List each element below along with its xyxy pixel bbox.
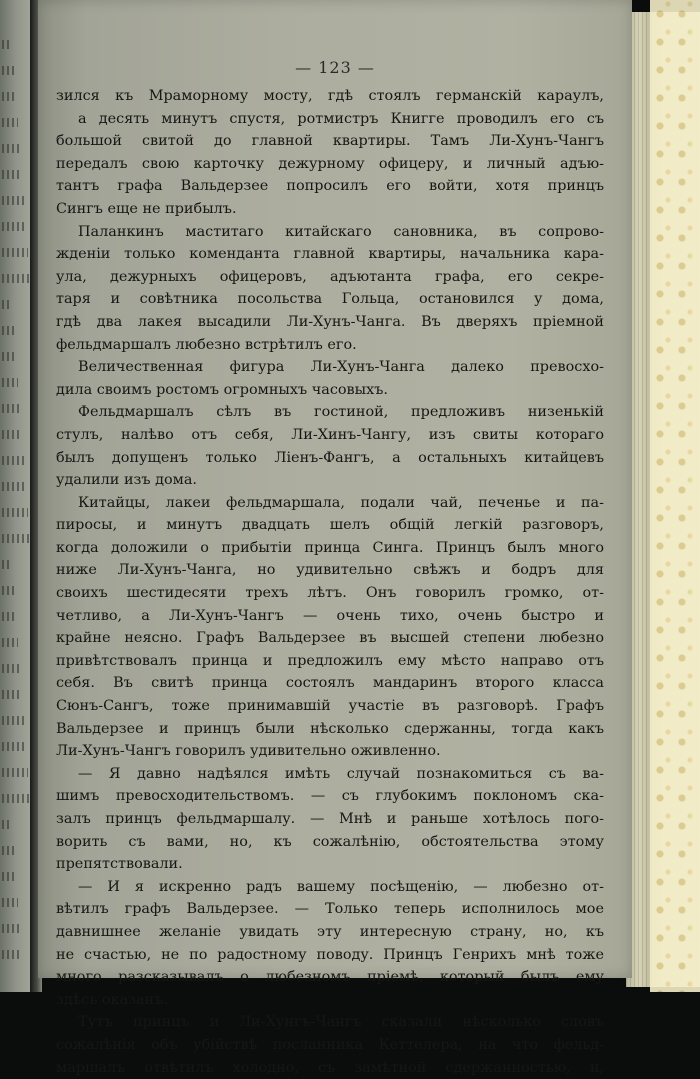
left-page-text-fragment bbox=[2, 768, 28, 777]
text-line: когда доложили о прибытіи принца Синга. Принцъ былъ много bbox=[56, 539, 604, 556]
text-line: давнишнее желаніе увидать эту интересную страну, но, къ bbox=[56, 923, 604, 940]
text-line: тантъ графа Вальдерзее попросилъ его войти, хотя принцъ bbox=[56, 178, 604, 195]
book-page bbox=[38, 0, 632, 1076]
text-line: крайне неясно. Графъ Вальдерзее въ высшей степени любезно bbox=[56, 630, 604, 647]
text-line: Вальдерзее и принцъ были нѣсколько сдержанны, тогда какъ bbox=[56, 720, 604, 737]
left-page-text-fragment bbox=[2, 144, 20, 153]
left-page-text-fragment bbox=[2, 378, 18, 387]
text-line: Тутъ принцъ и Ли-Хунгъ-Чангъ сказали нѣсколько словъ bbox=[78, 1014, 604, 1031]
text-line: залъ принцъ фельдмаршалу. — Мнѣ и раньше хотѣлось пого- bbox=[56, 811, 604, 827]
left-page-text-fragment bbox=[2, 222, 26, 231]
left-page-text-fragment bbox=[2, 924, 20, 933]
left-page-text-fragment bbox=[2, 92, 16, 101]
left-page-text-fragment bbox=[2, 872, 16, 881]
left-page-text-fragment bbox=[2, 742, 26, 751]
left-page-text-fragment bbox=[2, 508, 28, 517]
left-page-text-fragment bbox=[2, 430, 22, 439]
text-line: себя. Въ свитѣ принца состоялъ мандаринъ второго класса bbox=[56, 675, 604, 692]
left-page-text-fragment bbox=[2, 300, 12, 309]
left-page-text-fragment bbox=[2, 794, 30, 803]
left-page-text-fragment bbox=[2, 690, 22, 699]
text-line: пиросы, и минутъ двадцать шелъ общій легкій разговоръ, bbox=[56, 517, 604, 534]
text-line: большой свитой до главной квартиры. Тамъ Ли-Хунъ-Чангъ bbox=[56, 133, 604, 150]
left-page-text-fragment bbox=[2, 586, 14, 595]
text-line: много разсказывалъ о любезномъ пріемѣ, который былъ ему bbox=[56, 969, 604, 986]
text-line: здѣсь оказанъ. bbox=[56, 991, 168, 1008]
text-line: привѣтствовалъ принца и предложилъ ему мѣсто направо отъ bbox=[56, 652, 604, 669]
left-page-text-fragment bbox=[2, 404, 20, 413]
text-line: четливо, а Ли-Хунъ-Чангъ — очень тихо, очень быстро и bbox=[56, 607, 604, 624]
left-page-text-fragment bbox=[2, 456, 24, 465]
left-page-text-fragment bbox=[2, 40, 12, 49]
page-number: — 123 — bbox=[295, 58, 375, 77]
left-page-text-fragment bbox=[2, 274, 30, 283]
text-line: жденіи только коменданта главной квартиры, начальника кара- bbox=[56, 246, 604, 263]
text-line: ула, дежурныхъ офицеровъ, адъютанта графа, его секре- bbox=[56, 268, 604, 285]
left-page-text-fragment bbox=[2, 716, 24, 725]
left-page-text-fragment bbox=[2, 612, 16, 621]
text-line: вѣтилъ графъ Вальдерзее. — Только теперь исполнилось мое bbox=[56, 901, 604, 918]
text-line: Сингъ еще не прибылъ. bbox=[56, 200, 237, 217]
body-text bbox=[56, 85, 604, 1079]
text-line: ворить съ вами, но, къ сожалѣнію, обстоятельства этому bbox=[56, 833, 604, 850]
left-page-text-fragment bbox=[2, 638, 18, 647]
text-line: сожалѣнія объ убійствѣ посланника Кеттелера, на что фельд- bbox=[56, 1036, 604, 1053]
text-line: — И я искренно радъ вашему посѣщенію, — любезно от- bbox=[78, 878, 604, 895]
left-page-text-fragment bbox=[2, 664, 20, 673]
left-page-text-fragment bbox=[2, 950, 22, 959]
text-line: не счастью, не по радостному поводу. Принцъ Генрихъ мнѣ тоже bbox=[56, 946, 604, 963]
text-line: — Я давно надѣялся имѣть случай познакомиться съ ва- bbox=[78, 765, 604, 782]
left-page-edge bbox=[0, 0, 34, 992]
left-page-text-fragment bbox=[2, 560, 12, 569]
text-line: удалили изъ дома. bbox=[56, 472, 197, 489]
text-line: Ли-Хунъ-Чангъ говорилъ удивительно оживленно. bbox=[56, 743, 441, 760]
text-line: Величественная фигура Ли-Хунъ-Чанга далеко превосхо- bbox=[78, 359, 604, 376]
text-line: маршалъ отвѣтилъ холодно, съ замѣтной сдержанностью, и, bbox=[56, 1059, 604, 1076]
text-line: дила своимъ ростомъ огромныхъ часовыхъ. bbox=[56, 381, 388, 398]
left-page-text-fragment bbox=[2, 248, 28, 257]
text-line: гдѣ два лакея высадили Ли-Хунъ-Чанга. Въ дверяхъ пріемной bbox=[56, 313, 604, 330]
text-line: фельдмаршалъ любезно встрѣтилъ его. bbox=[56, 336, 357, 353]
text-line: таря и совѣтника посольства Гольца, остановился у дома, bbox=[56, 291, 604, 308]
text-line: стулъ, налѣво отъ себя, Ли-Хинъ-Чангу, изъ свиты котораго bbox=[56, 426, 604, 443]
endpaper-pattern bbox=[650, 0, 700, 992]
text-line: а десять минутъ спустя, ротмистръ Книгге проводилъ его съ bbox=[78, 110, 604, 127]
text-line: Сюнъ-Сангъ, тоже принимавшій участіе въ разговорѣ. Графъ bbox=[56, 698, 604, 715]
text-line: препятствовали. bbox=[56, 856, 183, 873]
left-page-text-fragment bbox=[2, 482, 26, 491]
left-page-text-fragment bbox=[2, 534, 30, 543]
left-page-text-fragment bbox=[2, 820, 12, 829]
text-line: Китайцы, лакеи фельдмаршала, подали чай, печенье и па- bbox=[78, 494, 604, 511]
text-line: зился къ Мраморному мосту, гдѣ стоялъ германскій караулъ, bbox=[56, 88, 604, 104]
text-line: шимъ превосходительствомъ. — съ глубокимъ поклономъ ска- bbox=[56, 788, 604, 805]
text-line: былъ допущенъ только Ліенъ-Фангъ, а остальныхъ китайцевъ bbox=[56, 449, 604, 466]
left-page-text-fragment bbox=[2, 118, 18, 127]
left-page-text-fragment bbox=[2, 326, 14, 335]
left-page-text-fragment bbox=[2, 66, 14, 75]
left-page-text-fragment bbox=[2, 196, 24, 205]
text-line: передалъ свою карточку дежурному офицеру, и личный адъю- bbox=[56, 155, 604, 172]
text-line: Фельдмаршалъ сѣлъ въ гостиной, предложивъ низенькій bbox=[78, 404, 604, 421]
text-line: ниже Ли-Хунъ-Чанга, но удивительно свѣжъ и бодръ для bbox=[56, 562, 604, 579]
text-line: своихъ шестидесяти трехъ лѣтъ. Онъ говорилъ громко, от- bbox=[56, 585, 604, 602]
left-page-text-fragment bbox=[2, 170, 22, 179]
text-line: Паланкинъ маститаго китайскаго сановника, въ сопрово- bbox=[78, 223, 604, 240]
left-page-text-fragment bbox=[2, 846, 14, 855]
left-page-text-fragment bbox=[2, 898, 18, 907]
left-page-text-fragment bbox=[2, 352, 16, 361]
